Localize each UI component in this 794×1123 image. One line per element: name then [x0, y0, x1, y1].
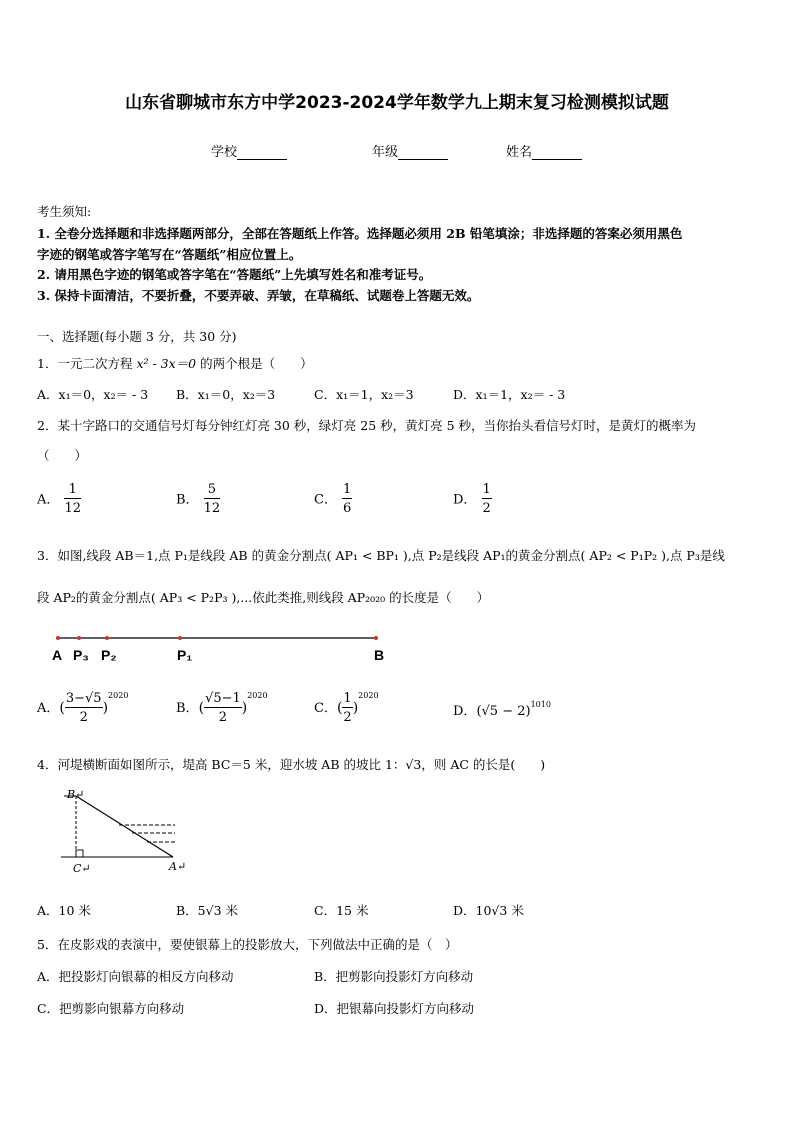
q1-option-c[interactable]: C．x₁＝1，x₂＝3 [314, 387, 414, 402]
q3-c-numerator: 1 [343, 690, 352, 706]
q3-b-numerator: √5−1 [205, 690, 241, 706]
question-3-line-1: 3．如图,线段 AB＝1,点 P₁是线段 AB 的黄金分割点( AP₁ < BP₁ ),点 P₂是线段 AP₁的黄金分割点( AP₂ < P₁P₂ ),点 P₃是线 [37, 548, 725, 563]
q3-a-label: A． [37, 701, 60, 716]
name-field[interactable] [506, 141, 582, 160]
q3-b-label: B． [176, 701, 199, 716]
q4-option-d[interactable]: D．10√3 米 [453, 903, 524, 918]
q5-option-a[interactable]: A．把投影灯向银幕的相反方向移动 [37, 969, 234, 984]
q3-d-body: (√5 − 2) [476, 704, 531, 719]
question-2-line-2: （ ） [37, 448, 88, 463]
q3-a-numerator: 3−√5 [65, 690, 102, 706]
q2-c-label: C． [314, 492, 337, 508]
q2-c-denominator: 6 [343, 501, 352, 516]
q3-option-a[interactable]: A．( $\frac{3-√5}{2}$ )$^{2020}$ [37, 690, 129, 725]
q1-stem-pre: 1．一元二次方程 [37, 356, 137, 371]
slope-ab [76, 796, 173, 857]
q2-d-label: D． [453, 492, 477, 508]
notice-line-1b: 字迹的钢笔或答字笔写在“答题纸”相应位置上。 [37, 247, 302, 262]
point-p3-dot [77, 636, 81, 640]
q3-option-d[interactable] [453, 700, 551, 719]
q3-a-denominator: 2 [79, 709, 88, 725]
q2-a-denominator: 12 [64, 501, 82, 516]
q4-option-a[interactable]: A．10 米 [37, 903, 91, 918]
q4-option-c[interactable]: C．15 米 [314, 903, 369, 918]
q1-stem-post: 的两个根是（ ） [196, 356, 313, 371]
point-a-dot [56, 636, 60, 640]
q3-d-label: D． [453, 704, 477, 719]
point-b-label: B [374, 647, 385, 663]
notice-line-1a: 1. 全卷分选择题和非选择题两部分，全部在答题纸上作答。选择题必须用 2B 铅笔填涂；非选择题的答案必须用黑色 [37, 226, 683, 241]
embankment-figure [55, 786, 205, 878]
question-5-stem: 5．在皮影戏的表演中，要使银幕上的投影放大，下列做法中正确的是（ ） [37, 937, 458, 952]
school-field[interactable] [211, 141, 287, 160]
point-p2-label: P₂ [101, 647, 117, 663]
q2-b-denominator: 12 [203, 501, 221, 516]
q5-option-b[interactable]: B．把剪影向投影灯方向移动 [314, 969, 474, 984]
point-p3-label: P₃ [73, 647, 89, 663]
label-c: C↵ [73, 862, 91, 875]
point-p1-label: P₁ [177, 647, 193, 663]
point-b-dot [374, 636, 378, 640]
q1-option-b[interactable]: B．x₁＝0，x₂＝3 [176, 387, 276, 402]
question-2-line-1: 2．某十字路口的交通信号灯每分钟红灯亮 30 秒，绿灯亮 25 秒，黄灯亮 5 秒，当你抬头看信号灯时，是黄灯的概率为 [37, 418, 697, 433]
q3-b-denominator: 2 [218, 709, 228, 725]
q1-equation: x² - 3x＝0 [136, 356, 197, 371]
point-a-label: A [52, 647, 63, 663]
q3-b-exponent: 2020 [247, 691, 268, 700]
q3-c-denominator: 2 [343, 709, 352, 725]
q3-option-b[interactable]: B．( $\frac{√5-1}{2}$ )$^{2020}$ [176, 690, 268, 725]
question-1-stem [37, 354, 313, 372]
q2-d-denominator: 2 [482, 501, 491, 516]
notice-heading: 考生须知: [37, 204, 92, 219]
q4-option-b[interactable]: B．5√3 米 [176, 903, 239, 918]
q3-a-exponent: 2020 [108, 691, 129, 700]
notice-line-3: 3. 保持卡面清洁，不要折叠，不要弄破、弄皱，在草稿纸、试题卷上答题无效。 [37, 288, 480, 303]
q3-c-exponent: 2020 [358, 691, 379, 700]
notice-line-2: 2. 请用黑色字迹的钢笔或答字笔在“答题纸”上先填写姓名和准考证号。 [37, 267, 432, 282]
q2-b-numerator: 5 [204, 483, 221, 499]
q2-option-c[interactable] [314, 483, 352, 515]
q2-a-numerator: 1 [64, 483, 81, 499]
point-p2-dot [105, 636, 109, 640]
question-4-stem: 4．河堤横断面如图所示，堤高 BC＝5 米，迎水坡 AB 的坡比 1：√3，则 AC 的长是( ) [37, 757, 546, 772]
right-angle-mark [76, 850, 83, 857]
q5-option-d[interactable]: D．把银幕向投影灯方向移动 [314, 1001, 475, 1016]
q2-option-a[interactable] [37, 483, 81, 515]
grade-field[interactable] [372, 141, 448, 160]
label-a: A↵ [169, 860, 187, 873]
q3-option-c[interactable]: C．( $\frac{1}{2}$ )$^{2020}$ [314, 690, 379, 725]
question-3-line-2: 段 AP₂的黄金分割点( AP₃ < P₂P₃ ),...依此类推,则线段 AP₂₀₂₀ 的长度是（ ） [37, 590, 490, 605]
point-p1-dot [178, 636, 182, 640]
q2-option-d[interactable] [453, 483, 492, 515]
q5-option-c[interactable]: C．把剪影向银幕方向移动 [37, 1001, 185, 1016]
q1-option-a[interactable]: A．x₁＝0，x₂＝ - 3 [37, 387, 149, 402]
golden-section-figure [45, 628, 395, 668]
label-b: B↵ [67, 788, 85, 801]
section-heading: 一、选择题(每小题 3 分，共 30 分) [37, 329, 237, 344]
page-title: 山东省聊城市东方中学2023-2024学年数学九上期末复习检测模拟试题 [125, 93, 669, 113]
q3-c-label: C． [314, 701, 337, 716]
q2-c-numerator: 1 [343, 482, 352, 497]
q2-b-label: B． [176, 492, 199, 508]
q1-option-d[interactable]: D．x₁＝1，x₂＝ - 3 [453, 387, 566, 402]
q2-d-numerator: 1 [482, 482, 491, 497]
name-label: 姓名 [506, 145, 533, 160]
grade-label: 年级 [372, 145, 399, 160]
school-label: 学校 [211, 145, 238, 160]
q2-option-b[interactable] [176, 483, 220, 515]
q2-a-label: A． [37, 492, 60, 508]
q3-d-exponent: 1010 [530, 700, 551, 709]
